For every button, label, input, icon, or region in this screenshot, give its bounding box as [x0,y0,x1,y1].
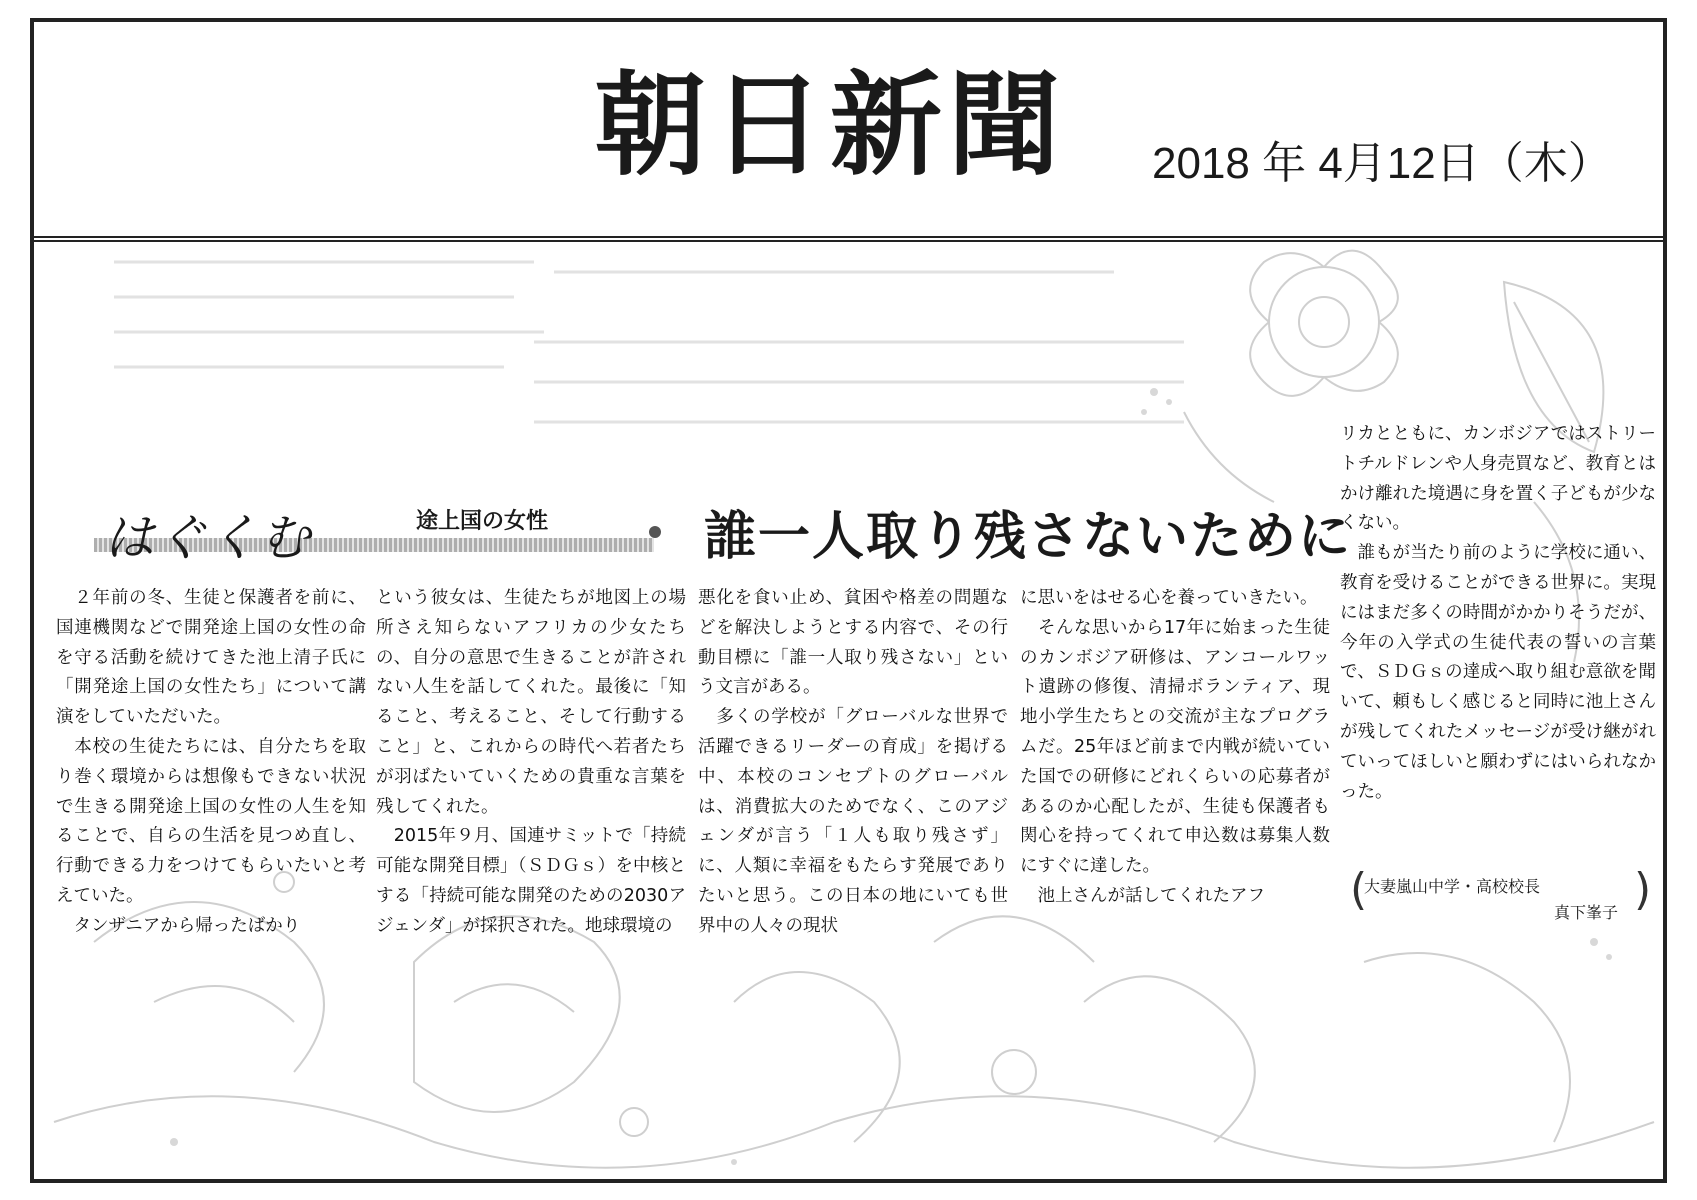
clipping-header [34,22,1663,242]
article-body [34,242,1663,1183]
topic-label: 途上国の女性 [416,508,549,533]
article-column-4: に思いをはせる心を養っていきたい。 そんな思いから17年に始まった生徒のカンボジア研修は、アンコールワット遺跡の修復、清掃ボランティア、現地小学生たちとの交流が主なプログラムだ。25年ほど前まで内戦が続いていた国での研修にどれくらいの応募者があるのか心配したが、生徒も保護者も関心を持ってくれて申込数は募集人数にすぐに達した。 池上さんが話してくれたアフ [1020,588,1330,906]
clipping-frame [30,18,1667,1183]
author-name: 真下峯子 [1554,903,1619,922]
article-headline [104,492,1354,572]
series-title: はぐくむ [104,509,312,567]
article-column-5: リカとともに、カンボジアではストリートチルドレンや人身売買など、教育とはかけ離れた境遇に身を置く子どもが少なくない。 誰もが当たり前のように学校に通い、教育を受けることができる世界に。実現にはまだ多くの時間がかかりそうだが、今年の入学式の生徒代表の誓いの言葉で、ＳＤＧｓの達成へ取り組む意欲を聞いて、頼もしく感じると同時に池上さんが残してくれたメッセージが受け継がれていってほしいと願わずにはいられなかった。 [1340,424,1656,802]
author-bracket-left: ( [1350,864,1368,915]
article-title: 誰一人取り残さないために [704,507,1353,567]
publication-date: 2018 年 4月12日（木） [1152,139,1612,188]
article-column-1: ２年前の冬、生徒と保護者を前に、国連機関などで開発途上国の女性の命を守る活動を続けてきた池上清子氏に「開発途上国の女性たち」について講演をしていただいた。 本校の生徒たちには、自分たちを取り巻く環境からは想像もできない状況で生きる開発途上国の女性の人生を知ることで、自らの生活を見つめ直し、行動できる力をつけてもらいたいと考えていた。 タンザニアから帰ったばかり [56,588,366,936]
newspaper-masthead: 朝日新聞 [594,60,1066,191]
article-column-3: 悪化を食い止め、貧困や格差の問題などを解決しようとする内容で、その行動目標に「誰一人取り残さない」という文言がある。 多くの学校が「グローバルな世界で活躍できるリーダーの育成」を掲げる中、本校のコンセプトのグローバルは、消費拡大のためでなく、このアジェンダが言う「１人も取り残さず」に、人類に幸福をもたらす発展でありたいと思う。この日本の地にいても世界中の人々の現状 [698,588,1008,936]
article-column-2: という彼女は、生徒たちが地図上の場所さえ知らないアフリカの少女たちの、自分の意思で生きることが許されない人生を話してくれた。最後に「知ること、考えること、そして行動すること」と、これからの時代へ若者たちが羽ばたいていくための貴重な言葉を残してくれた。 2015年９月、国連サミットで「持続可能な開発目標」（ＳＤＧｓ）を中核とする「持続可能な開発のための2030アジェンダ」が採択された。地球環境の [376,588,686,936]
separator-dot [649,526,661,538]
author-bracket-right: ) [1634,864,1652,915]
author-affiliation: 大妻嵐山中学・高校校長 [1364,877,1541,896]
